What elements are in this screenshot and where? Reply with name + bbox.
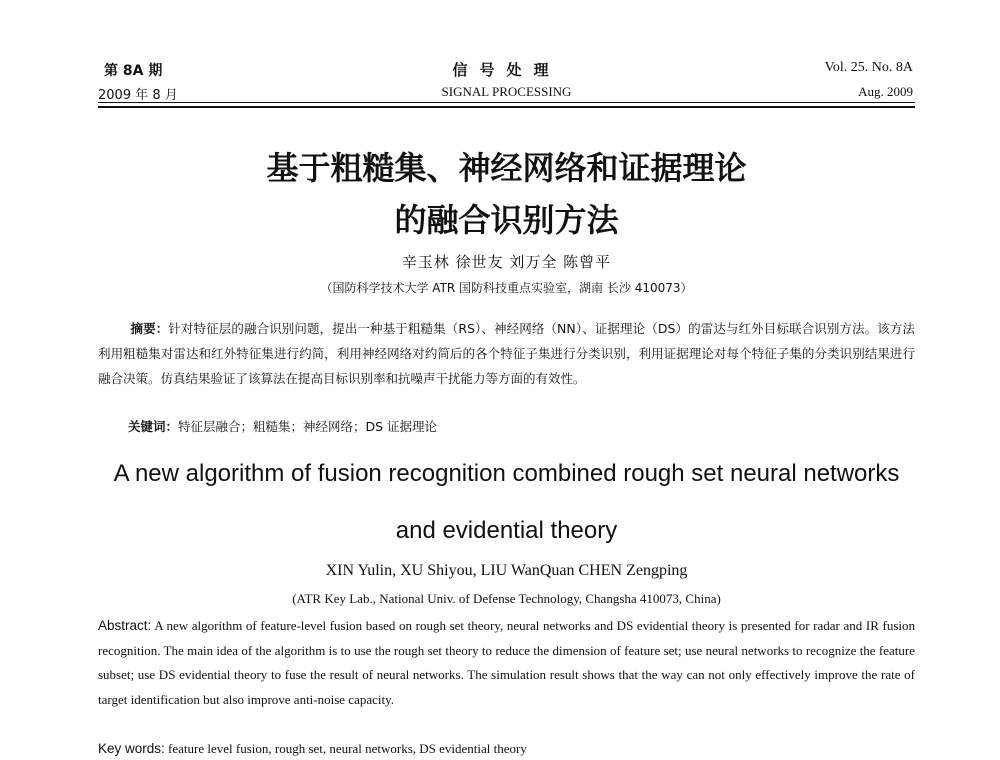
journal-name-cn: 信号处理 — [452, 61, 561, 79]
title-en-line1: A new algorithm of fusion recognition combined rough set neural networks — [113, 460, 900, 487]
header-rule-thick — [98, 106, 915, 108]
abstract-cn-text: 针对特征层的融合识别问题，提出一种基于粗糙集（RS）、神经网络（NN）、证据理论（DS）的雷达与红外目标联合识别方法。该方法利用粗糙集对雷达和红外特征集进行约简，利用神经网络对约简后的各个特征子集进行分类识别，利用证据理论对每个特征子集的分类识别结果进行融合决策。仿真结果验证了该算法在提高目标识别率和抗噪声干扰能力等方面的有效性。 — [98, 321, 915, 386]
title-cn-line1: 基于粗糙集、神经网络和证据理论 — [266, 149, 747, 187]
keywords-cn — [128, 417, 437, 435]
publication-month: Aug. 2009 — [858, 84, 913, 99]
keywords-en — [98, 741, 527, 757]
abstract-cn-label: 摘要： — [130, 321, 169, 336]
keywords-en-label: Key words: — [98, 741, 165, 756]
paper-page — [98, 0, 915, 756]
volume-number: Vol. 25. No. 8A — [824, 60, 913, 75]
keywords-en-text: feature level fusion, rough set, neural networks, DS evidential theory — [168, 741, 527, 756]
keywords-cn-label: 关键词： — [128, 419, 179, 434]
journal-name-en: SIGNAL PROCESSING — [441, 84, 572, 99]
affiliation-cn: （国防科学技术大学 ATR 国防科技重点实验室，湖南 长沙 410073） — [320, 281, 693, 295]
authors-en: XIN Yulin, XU Shiyou, LIU WanQuan CHEN Zengping — [325, 562, 688, 579]
abstract-en-label: Abstract: — [98, 618, 152, 633]
title-en-line2: and evidential theory — [395, 517, 618, 544]
abstract-cn — [98, 316, 915, 391]
keywords-cn-text: 特征层融合；粗糙集；神经网络；DS 证据理论 — [178, 419, 438, 434]
affiliation-en: (ATR Key Lab., National Univ. of Defense Technology, Changsha 410073, China) — [292, 591, 721, 606]
title-cn-line2: 的融合识别方法 — [394, 201, 619, 239]
publication-date: 2009 年 8 月 — [98, 88, 178, 103]
abstract-en-text: A new algorithm of feature-level fusion based on rough set theory, neural networks and DS evidential theory is presented for radar and IR fusion recognition. The main idea of the algorithm is to use the rough set theory to reduce the dimension of feature set; use neural networks to recognize the feature subset; use DS evidential theory to fuse the result of neural networks. The simulation result shows that the way can not only effectively improve the rate of target identification but also improve anti-noise capacity. — [98, 618, 915, 707]
authors-cn: 辛玉林 徐世友 刘万全 陈曾平 — [401, 253, 612, 271]
issue-number: 第 8A 期 — [104, 63, 163, 79]
header-rule-thin — [98, 102, 915, 103]
abstract-en — [98, 614, 915, 712]
journal-header — [98, 0, 915, 102]
